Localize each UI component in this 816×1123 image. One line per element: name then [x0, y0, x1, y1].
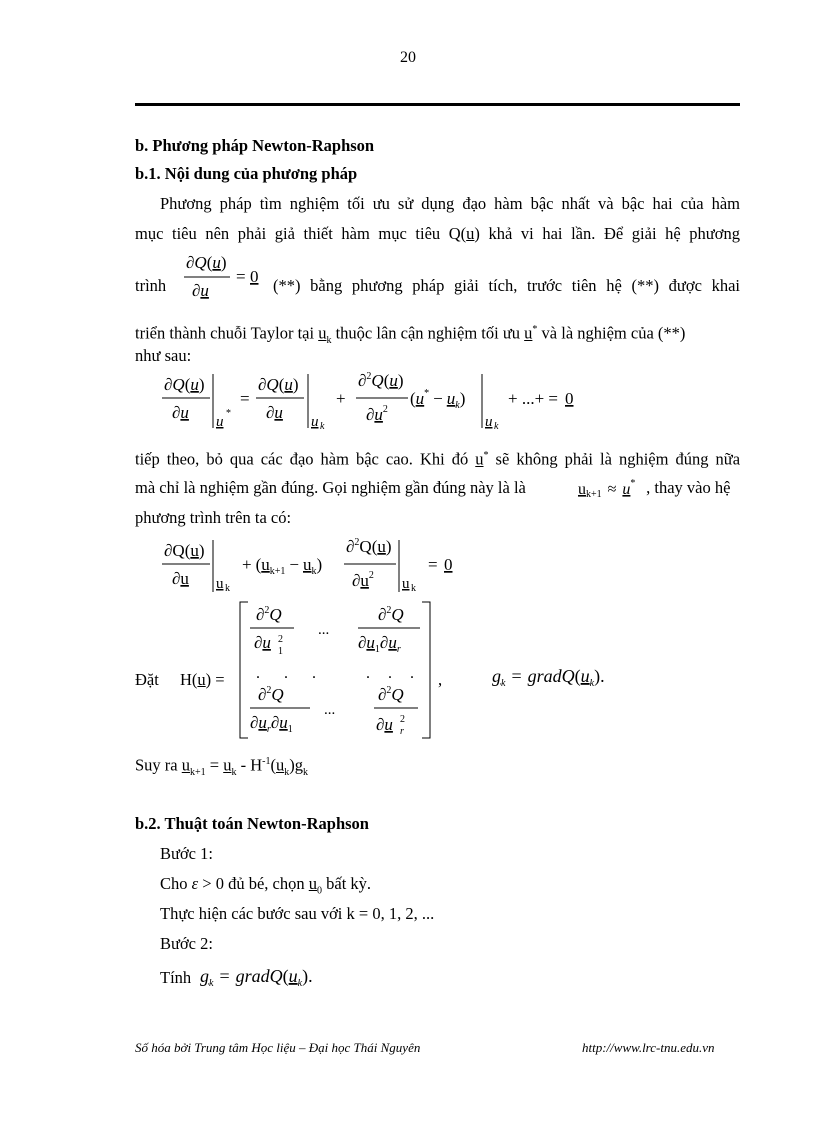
svg-text:.: .: [284, 665, 288, 682]
svg-text:∂u2: $\partial u^2$: [352, 570, 374, 590]
step2-label: Bước 2:: [160, 934, 213, 953]
para1-line2: mục tiêu nên phải giả thiết hàm mục tiêu Q(u) khả vi hai lần. Để giải hệ phương: [135, 224, 740, 243]
svg-text:0: 0: [444, 555, 453, 574]
svg-text:u: u: [216, 414, 224, 430]
svg-text:=: =: [428, 555, 438, 574]
para2-line1: tiếp theo, bỏ qua các đạo hàm bậc cao. Khi đó u* sẽ không phải là nghiệm đúng nữa: [135, 449, 741, 469]
footer-url[interactable]: http://www.lrc-tnu.edu.vn: [582, 1040, 715, 1055]
heading-b2: b.2. Thuật toán Newton-Raphson: [135, 814, 369, 833]
para1-line4: triển thành chuỗi Taylor tại $u_k$ thuộc lân cận nghiệm tối ưu u* và là nghiệm của (**): [135, 323, 686, 346]
svg-text:gk=gradQ(uk).: $g_k$ = $gradQ(u_k)$.: [492, 666, 605, 689]
svg-text:+(uk+1−uk): + $(u_{k+1} - u_k)$: [242, 555, 323, 577]
approx-expression: [578, 476, 688, 502]
svg-text:∂2Q: ∂$^2$Q: [378, 685, 404, 704]
taylor-equation: [160, 370, 600, 440]
svg-text:.: .: [256, 665, 260, 682]
svg-text:∂Q(u): ∂Q(u): [258, 375, 299, 394]
svg-text:=: =: [240, 389, 250, 408]
svg-text:...: ...: [318, 622, 330, 638]
svg-text:=: =: [236, 267, 246, 286]
svg-text:∂u2: $\partial u^2$: [366, 404, 388, 424]
svg-text:0: 0: [565, 389, 574, 408]
suy-ra-line: Suy ra $u_{k+1} = u_k - H^{-1}(u_k)g_k$: [135, 755, 308, 778]
para1-line3-a: trình: [135, 276, 167, 295]
para1-line5: như sau:: [135, 346, 192, 365]
svg-text:(u*−uk): $(u^* - u_k)$: [410, 388, 466, 411]
svg-text:uk+1≈u*: uk+1 ≈ u*: [578, 478, 636, 500]
svg-text:...: ...: [324, 702, 336, 718]
para2-line3: phương trình trên ta có:: [135, 508, 292, 527]
svg-text:∂Q(u): ∂Q(u): [186, 253, 227, 272]
hessian-matrix: [238, 600, 448, 742]
svg-text:u: u: [216, 576, 224, 592]
svg-text:∂u: ∂u: [172, 403, 189, 422]
para1-line3-b: (**) bằng phương pháp giải tích, trước tiên hệ (**) được khai: [273, 276, 740, 295]
svg-text:gk=gradQ(uk).: $g_k$ = $gradQ(u_k)$.: [200, 966, 313, 989]
svg-text:∂2Q: ∂$^2$Q: [256, 605, 282, 624]
svg-text:*: *: [226, 408, 231, 419]
svg-text:∂2Q(u): ∂$^2$Q(u): [358, 371, 404, 390]
hessian-label: H(u) =: [180, 670, 225, 689]
step2-gradient: [198, 960, 358, 990]
para1-line1: Phương pháp tìm nghiệm tối ưu sử dụng đạo hàm bậc nhất và bậc hai của hàm: [160, 194, 740, 213]
svg-text:k: k: [320, 421, 325, 432]
svg-text:2: 2: [278, 634, 283, 645]
matrix-comma: ,: [438, 670, 443, 689]
svg-text:.: .: [410, 665, 414, 682]
svg-text:∂u: ∂u: [266, 403, 283, 422]
heading-b1: b.1. Nội dung của phương pháp: [135, 164, 358, 183]
footer-left: Số hóa bởi Trung tâm Học liệu – Đại học Thái Nguyên: [135, 1040, 421, 1055]
svg-text:k: k: [411, 583, 416, 594]
svg-text:k: k: [225, 583, 230, 594]
svg-text:∂u: ∂u: [376, 715, 393, 734]
svg-text:∂ur∂u1: $\partial u_r\partial u_1$: [250, 713, 293, 735]
dat-label: Đặt: [135, 670, 159, 689]
svg-text:k: k: [494, 421, 499, 432]
svg-text:∂u: ∂u: [254, 633, 271, 652]
svg-text:+: +: [336, 389, 346, 408]
step1-label: Bước 1:: [160, 844, 213, 863]
svg-text:∂Q(u): ∂Q(u): [164, 541, 205, 560]
svg-text:∂2Q: ∂$^2$Q: [378, 605, 404, 624]
svg-text:∂u: ∂u: [172, 569, 189, 588]
svg-text:∂u: ∂u: [192, 281, 209, 300]
svg-text:0: 0: [250, 267, 259, 286]
page-number: 20: [400, 49, 416, 66]
gradient-definition: [490, 662, 650, 692]
svg-text:∂2Q(u): ∂$^2$Q(u): [346, 537, 392, 556]
step1-cho-line: Cho ε > 0 đủ bé, chọn $u_0$ bất kỳ.: [160, 874, 372, 897]
svg-text:∂u1∂ur: $\partial u_1\partial u_r$: [358, 633, 401, 655]
header-rule: [135, 103, 740, 106]
svg-text:u: u: [311, 414, 319, 430]
svg-text:∂Q(u): ∂Q(u): [164, 375, 205, 394]
svg-text:∂2Q: ∂$^2$Q: [258, 685, 284, 704]
svg-text:u: u: [485, 414, 493, 430]
newton-equation: [160, 536, 460, 598]
svg-text:u: u: [402, 576, 410, 592]
svg-text:.: .: [388, 665, 392, 682]
svg-text:1: 1: [278, 646, 283, 657]
step2-tinh-label: Tính: [160, 968, 192, 987]
svg-text:.: .: [312, 665, 316, 682]
step1-thuc-line: Thực hiện các bước sau với k = 0, 1, 2, ...: [160, 904, 435, 923]
svg-text:.: .: [366, 665, 370, 682]
svg-text:2: 2: [400, 714, 405, 725]
equation-dq-du-zero: [178, 250, 268, 306]
para2-line2: mà chỉ là nghiệm gần đúng. Gọi nghiệm gần đúng này là là , thay vào hệ: [135, 478, 731, 497]
heading-b: b. Phương pháp Newton-Raphson: [135, 136, 375, 155]
svg-text:r: r: [400, 726, 404, 737]
svg-text:+ ...+ =: + ...+ =: [508, 389, 559, 408]
